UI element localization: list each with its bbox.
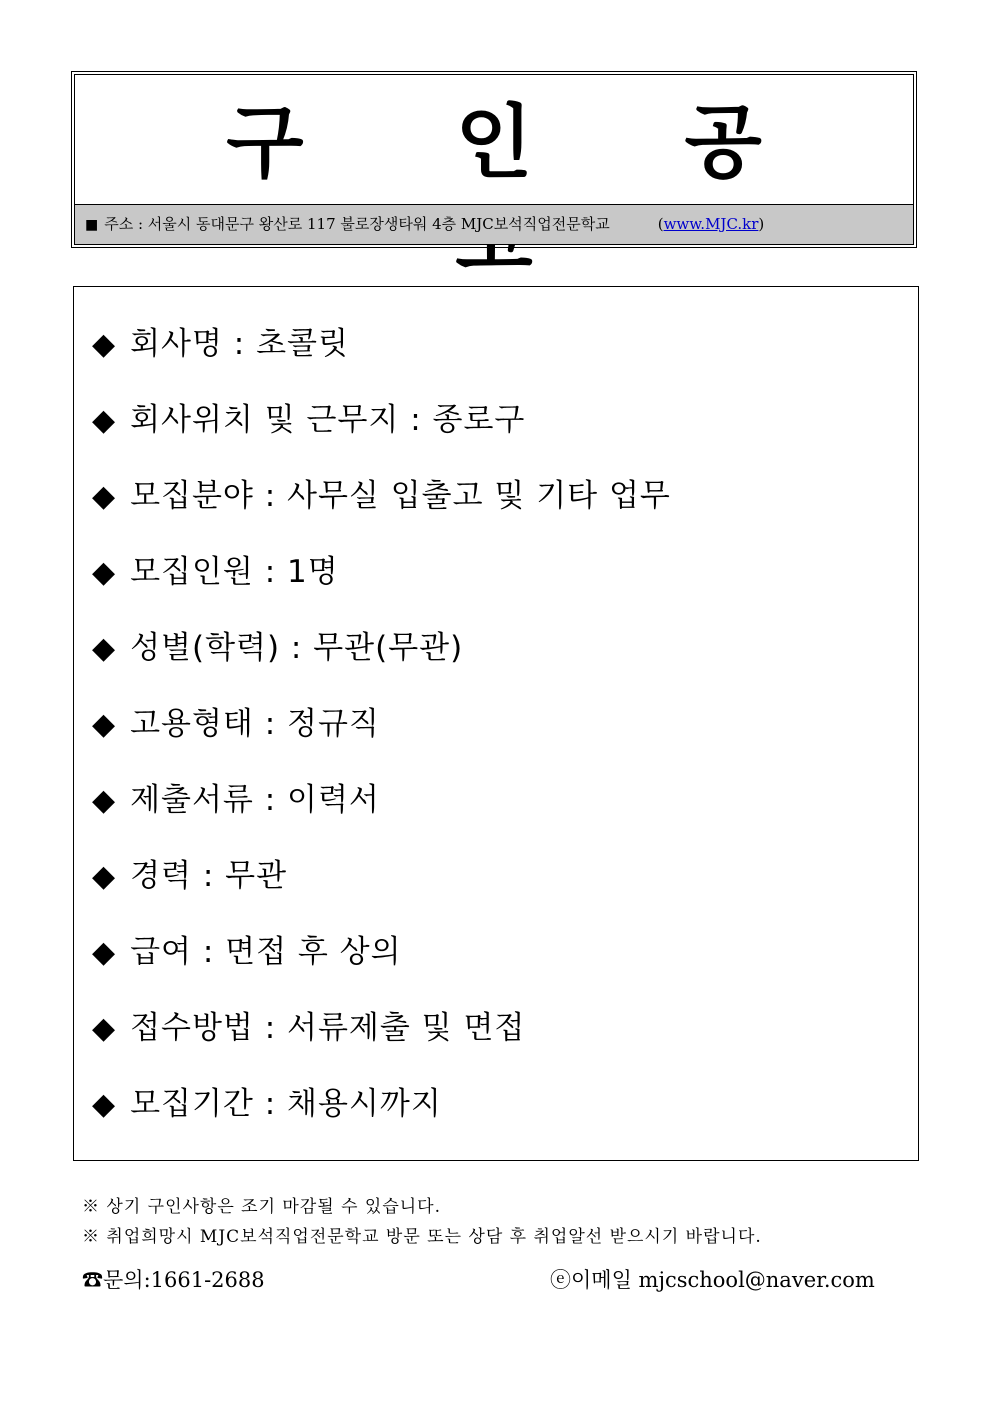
info-separator: : — [222, 326, 257, 362]
info-separator: : — [253, 1010, 288, 1046]
address-bar — [75, 204, 913, 244]
info-label: 제출서류 — [130, 782, 254, 818]
info-separator: : — [253, 1086, 288, 1122]
square-bullet-icon: ■ — [85, 217, 99, 233]
info-application-method — [92, 1006, 525, 1050]
header-inner — [74, 74, 914, 245]
diamond-bullet-icon: ◆ — [92, 1011, 117, 1046]
info-separator: : — [399, 402, 433, 438]
note-early-close: ※ 상기 구인사항은 조기 마감될 수 있습니다. — [82, 1197, 442, 1217]
diamond-bullet-icon: ◆ — [92, 403, 117, 438]
diamond-bullet-icon: ◆ — [92, 555, 117, 590]
info-separator: : — [253, 478, 288, 514]
diamond-bullet-icon: ◆ — [92, 783, 117, 818]
info-gender-education — [92, 626, 463, 670]
info-value: 무관 — [225, 858, 288, 894]
info-employment-type — [92, 702, 380, 746]
info-experience — [92, 854, 287, 898]
info-label: 회사위치 및 근무지 — [130, 402, 400, 438]
info-label: 고용형태 — [130, 706, 254, 742]
info-value: 사무실 입출고 및 기타 업무 — [287, 478, 671, 514]
info-recruit-period — [92, 1082, 442, 1126]
address-text: 주소 : 서울시 동대문구 왕산로 117 불로장생타워 4층 MJC보석직업전문학교 — [104, 215, 610, 233]
diamond-bullet-icon: ◆ — [92, 935, 117, 970]
info-field — [92, 474, 671, 518]
info-label: 모집분야 — [130, 478, 254, 514]
info-value: 면접 후 상의 — [225, 934, 402, 970]
info-separator: : — [253, 706, 288, 742]
info-company — [92, 322, 349, 366]
info-value: 무관(무관) — [313, 630, 464, 666]
info-headcount — [92, 550, 339, 594]
contact-phone: ☎문의:1661-2688 — [82, 1268, 265, 1292]
info-value: 이력서 — [287, 782, 380, 818]
website-close-paren: ) — [758, 215, 765, 233]
info-value: 종로구 — [432, 402, 526, 438]
header-box — [71, 71, 917, 248]
diamond-bullet-icon: ◆ — [92, 707, 117, 742]
diamond-bullet-icon: ◆ — [92, 1087, 117, 1122]
info-label: 모집인원 — [130, 554, 254, 590]
info-label: 회사명 — [130, 326, 223, 362]
info-label: 접수방법 — [130, 1010, 254, 1046]
diamond-bullet-icon: ◆ — [92, 859, 117, 894]
diamond-bullet-icon: ◆ — [92, 631, 117, 666]
info-label: 경력 — [130, 858, 192, 894]
job-info-box — [73, 286, 919, 1161]
website-open-paren: ( — [657, 215, 664, 233]
info-salary — [92, 930, 402, 974]
info-separator: : — [253, 782, 288, 818]
note-consultation: ※ 취업희망시 MJC보석직업전문학교 방문 또는 상담 후 취업알선 받으시기 바랍니다. — [82, 1227, 762, 1247]
website-link[interactable]: www.MJC.kr — [663, 215, 759, 233]
info-label: 모집기간 — [130, 1086, 254, 1122]
info-label: 성별(학력) — [130, 630, 281, 666]
info-separator: : — [191, 858, 226, 894]
info-location — [92, 398, 525, 442]
info-documents — [92, 778, 380, 822]
info-value: 초콜릿 — [256, 326, 349, 362]
contact-email: ⓔ이메일 mjcschool@naver.com — [550, 1268, 875, 1292]
info-value: 서류제출 및 면접 — [287, 1010, 526, 1046]
info-value: 1명 — [287, 554, 339, 590]
page-title: 구 인 공 — [226, 96, 824, 189]
info-separator: : — [280, 630, 314, 666]
info-value: 채용시까지 — [287, 1086, 442, 1122]
diamond-bullet-icon: ◆ — [92, 327, 117, 362]
info-value: 정규직 — [287, 706, 380, 742]
info-separator: : — [253, 554, 288, 590]
diamond-bullet-icon: ◆ — [92, 479, 117, 514]
info-separator: : — [191, 934, 226, 970]
info-label: 급여 — [130, 934, 192, 970]
